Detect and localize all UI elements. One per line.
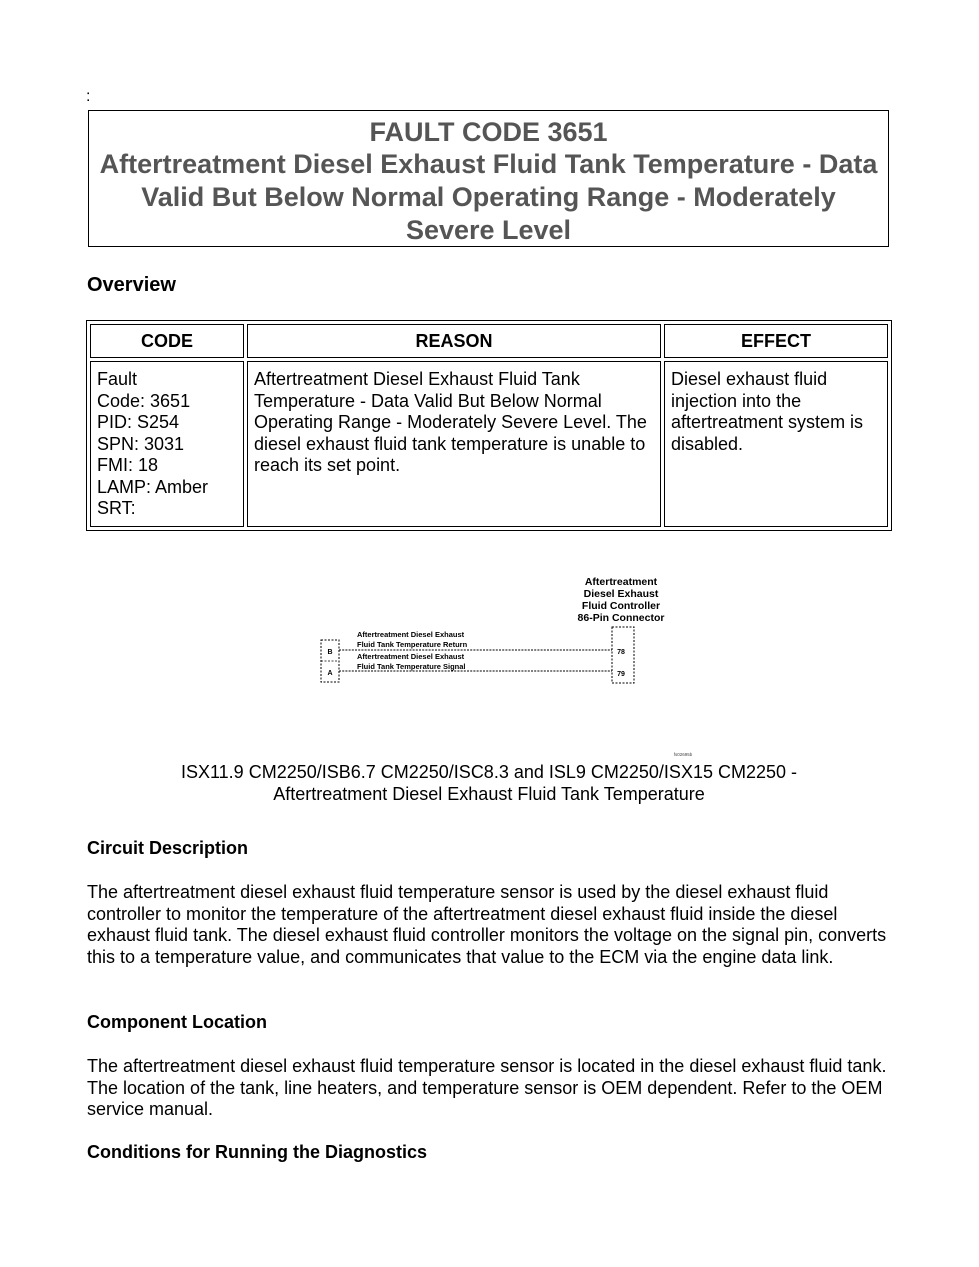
col-header-code: CODE: [90, 324, 244, 358]
return-wire-label: Fluid Tank Temperature Return: [357, 640, 468, 649]
component-location-heading: Component Location: [87, 1012, 267, 1032]
col-header-reason: REASON: [247, 324, 661, 358]
conditions-heading: Conditions for Running the Diagnostics: [87, 1142, 427, 1162]
reason-cell: Aftertreatment Diesel Exhaust Fluid Tank Temperature - Data Valid But Below Normal Operating Range - Moderately Severe Level. The diesel exhaust fluid tank temperature is unable to reach its set point.: [247, 361, 661, 527]
signal-wire-label: Aftertreatment Diesel Exhaust: [357, 652, 465, 661]
pin-78-label: 78: [617, 649, 625, 656]
wiring-diagram-svg: [300, 570, 720, 760]
overview-table: [86, 320, 892, 531]
figure-id: fs02695b: [673, 752, 693, 757]
pin-a-label: A: [327, 670, 333, 677]
signal-wire-label: Fluid Tank Temperature Signal: [357, 662, 466, 671]
wiring-diagram: [300, 570, 720, 760]
fault-code-title: FAULT CODE 3651: [369, 117, 608, 147]
code-line: SPN: 3031: [97, 433, 185, 454]
return-wire-label: Aftertreatment Diesel Exhaust: [357, 630, 465, 639]
overview-heading: Overview: [87, 274, 176, 296]
code-line: Code: 3651: [97, 390, 191, 411]
connector-title-line: Diesel Exhaust: [583, 588, 659, 600]
circuit-description-text: The aftertreatment diesel exhaust fluid temperature sensor is used by the diesel exhaust fluid controller to monitor the temperature of the aftertreatment diesel exhaust fluid inside the diesel exhaust fluid tank. The diesel exhaust fluid controller monitors the voltage on the signal pin, converts this to a temperature value, and communicates that value to the ECM via the engine data link.: [87, 882, 887, 967]
figure-caption: [100, 761, 878, 805]
pin-b-label: B: [327, 649, 333, 656]
caption-line: ISX11.9 CM2250/ISB6.7 CM2250/ISC8.3 and ISL9 CM2250/ISX15 CM2250 -: [180, 762, 798, 782]
connector-title-line: Aftertreatment: [584, 576, 658, 588]
col-header-effect: EFFECT: [664, 324, 888, 358]
code-cell: [90, 361, 244, 527]
component-location-text: The aftertreatment diesel exhaust fluid temperature sensor is located in the diesel exhaust fluid tank. The location of the tank, line heaters, and temperature sensor is OEM dependent. Refer to the OEM service manual.: [87, 1056, 887, 1119]
leading-colon: :: [86, 88, 91, 105]
table-header-row: [90, 324, 888, 358]
code-line: FMI: 18: [97, 455, 159, 475]
connector-title-line: 86-Pin Connector: [577, 612, 665, 624]
fault-code-subtitle: Aftertreatment Diesel Exhaust Fluid Tank Temperature - Data Valid But Below Normal Operating Range - Moderately Severe Level: [99, 149, 878, 245]
code-line: Fault: [97, 369, 138, 389]
circuit-description-heading: Circuit Description: [87, 838, 249, 858]
caption-line: Aftertreatment Diesel Exhaust Fluid Tank Temperature: [273, 784, 705, 804]
pin-79-label: 79: [617, 671, 625, 678]
table-row: [90, 361, 888, 527]
code-line: PID: S254: [97, 412, 180, 432]
code-line: SRT:: [97, 498, 136, 518]
code-line: LAMP: Amber: [97, 476, 209, 497]
effect-cell: Diesel exhaust fluid injection into the aftertreatment system is disabled.: [664, 361, 888, 527]
connector-title-line: Fluid Controller: [581, 600, 661, 612]
title-box: [88, 110, 889, 247]
